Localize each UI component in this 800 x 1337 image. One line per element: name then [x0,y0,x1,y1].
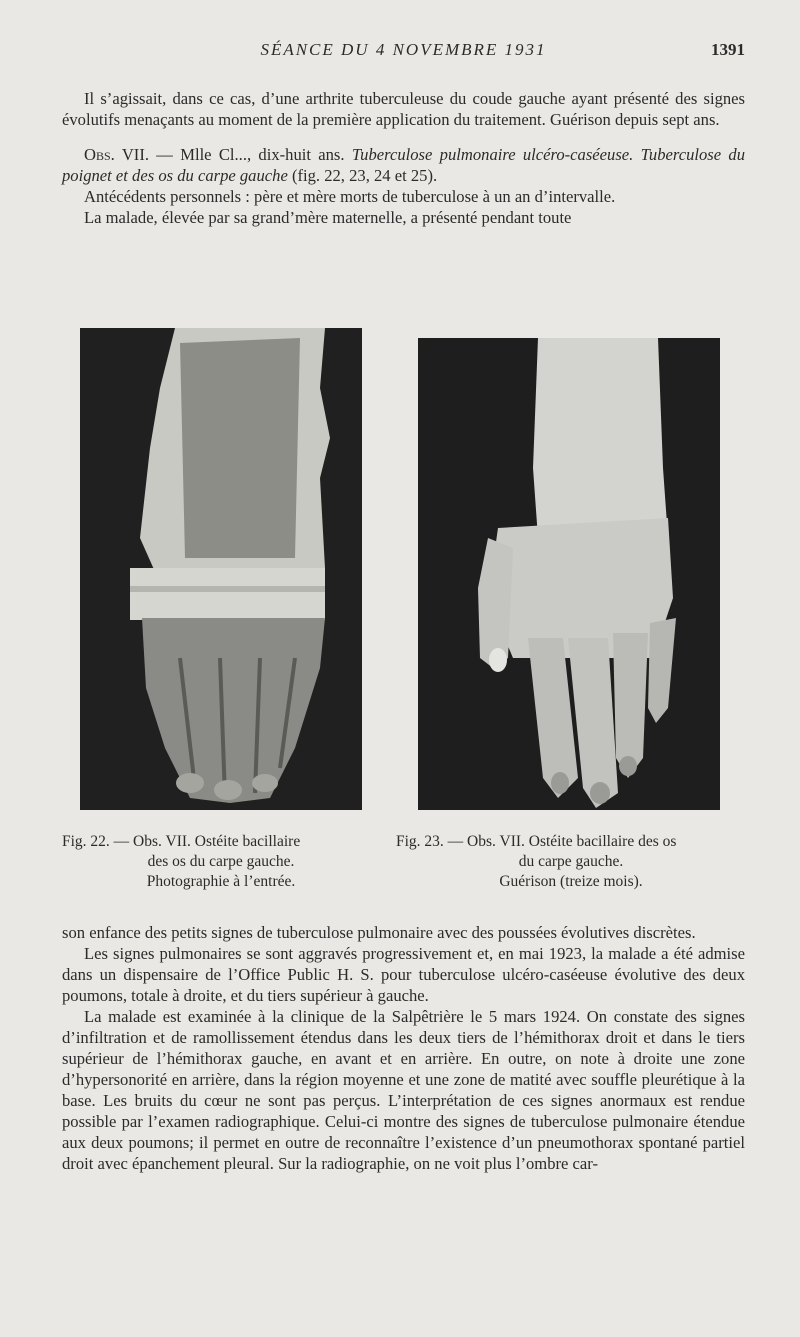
bandaged-hand-photo-icon [80,328,362,810]
figure-23-caption-line2: du carpe gauche. [518,853,624,870]
figure-23-caption-line3: Guérison (treize mois). [499,873,643,890]
figure-23-caption-line1: Fig. 23. — Obs. VII. Ostéite bacillaire des os [396,833,677,850]
header-title: SÉANCE DU 4 NOVEMBRE 1931 [260,40,547,59]
figure-22-photo [80,328,362,810]
paragraph-childhood-start: La malade, élevée par sa grand’mère maternelle, a présenté pendant toute [84,208,572,227]
obs-patient: — Mlle Cl..., dix-huit ans. [149,145,352,164]
paragraph-elbow-case: Il s’agissait, dans ce cas, d’une arthrite tuberculeuse du coude gauche ayant présenté des signes évolutifs menaçants au moment de la première application du traitement. Guérison depuis sept ans. [62,89,745,129]
observation-heading [62,144,745,186]
figure-22-caption-line2: des os du carpe gauche. [147,853,295,870]
page-number: 1391 [711,40,745,59]
paragraph-antecedents: Antécédents personnels : père et mère morts de tuberculose à un an d’intervalle. [84,187,616,206]
figure-22-caption [62,832,380,892]
obs-title: Tuberculose pulmonaire ulcéro-caséeuse. Tuberculose du poignet et des os du carpe gauche [62,145,745,185]
paragraph-salpetriere-exam: La malade est examinée à la clinique de la Salpêtrière le 5 mars 1924. On constate des signes d’infiltration et de ramollissement étendus dans les deux tiers de l’hémithorax droit et dans le tiers supérieur de l’hémithorax gauche, en avant et en arrière. En outre, on note à droite une zone d’hypersonorité en arrière, dans la région moyenne et une zone de matité avec souffle pleurétique à la base. Les bruits du cœur ne sont pas perçus. L’interprétation de ces signes anormaux est rendue possible par l’examen radiographique. Celui-ci montre des signes de tuberculose pulmonaire étendue aux deux poumons; il permet en outre de reconnaître l’existence d’un pneumothorax spontané partiel droit avec épanchement pleural. Sur la radiographie, on ne voit plus l’ombre car- [62,1007,745,1173]
figure-22-caption-line1: Fig. 22. — Obs. VII. Ostéite bacillaire [62,833,301,850]
obs-figure-refs: (fig. 22, 23, 24 et 25). [287,166,438,185]
figure-23-caption [396,832,746,892]
body-text-bottom [62,922,745,1174]
paragraph-pulmonary-signs: Les signes pulmonaires se sont aggravés progressivement et, en mai 1923, la malade a été admise dans un dispensaire de l’Office Public H. S. pour tuberculose ulcéro-caséeuse évolutive des deux poumons, totale à droite, et du tiers supérieur à gauche. [62,944,745,1005]
figure-22-caption-line3: Photographie à l’entrée. [146,873,296,890]
healed-hand-photo-icon [418,338,720,810]
obs-label: Obs. VII. [84,145,149,164]
paragraph-childhood-end: son enfance des petits signes de tuberculose pulmonaire avec des poussées évolutives discrètes. [62,923,696,942]
body-text-top [62,88,745,228]
running-header [62,40,745,66]
figure-23-photo [418,338,720,810]
